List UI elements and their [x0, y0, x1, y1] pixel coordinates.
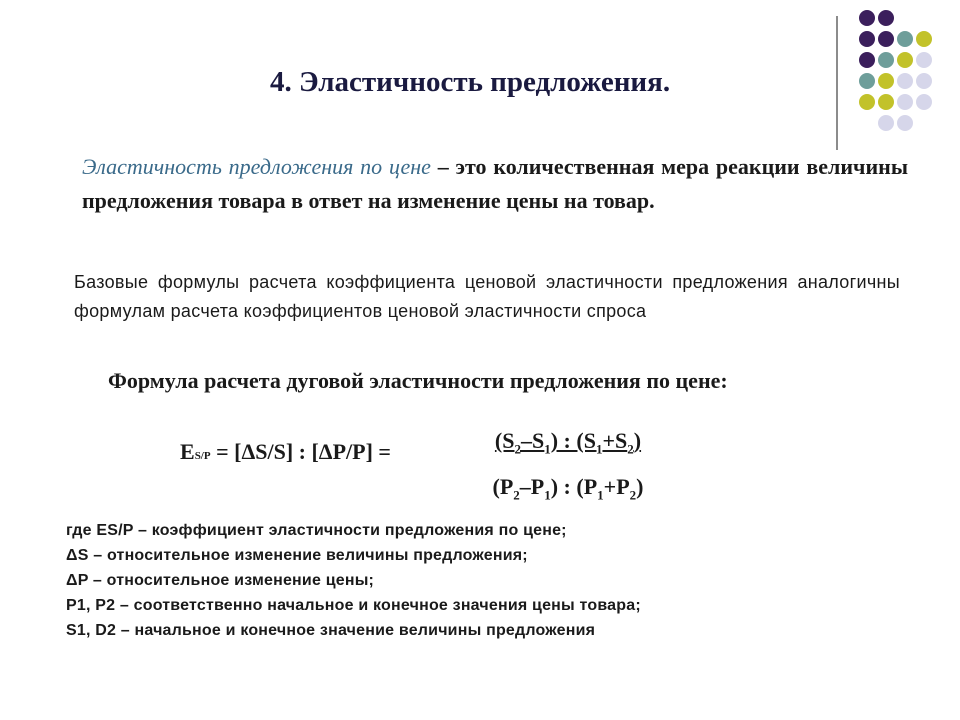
decorative-dot: [897, 94, 913, 110]
legend-line: ΔP – относительное изменение цены;: [66, 572, 375, 589]
formula-denominator: $(P_2-P_1)$ : $(P_1+P_2)$: [492, 474, 644, 503]
decorative-dot: [878, 94, 894, 110]
decorative-dot: [897, 115, 913, 131]
decorative-dot: [878, 73, 894, 89]
decorative-dot: [859, 10, 875, 26]
formula-e-subscript: S/P: [194, 450, 211, 462]
decorative-dot: [859, 31, 875, 47]
formula-left-side: [180, 439, 391, 465]
decorative-dot-grid: [848, 10, 958, 160]
formula-numerator: $(S_2-S_1)$ : $(S_1+S_2)$: [494, 428, 642, 457]
formula-title: Формула расчета дуговой эластичности предложения по цене:: [108, 368, 728, 393]
decorative-divider-line: [836, 16, 838, 150]
formula-e: E: [180, 439, 195, 464]
decorative-dot: [916, 31, 932, 47]
decorative-dot: [859, 52, 875, 68]
decorative-dot: [897, 73, 913, 89]
definition-term: Эластичность предложения по цене: [82, 154, 431, 179]
formula-fraction: [468, 425, 668, 503]
decorative-dot: [878, 31, 894, 47]
decorative-dot: [878, 115, 894, 131]
decorative-dot: [859, 94, 875, 110]
formula-legend: [66, 518, 866, 643]
legend-line: где ES/P – коэффициент эластичности предложения по цене;: [66, 522, 567, 539]
decorative-dot: [897, 31, 913, 47]
decorative-dot: [916, 73, 932, 89]
definition-text: – это количественная мера реакции величины предложения товара в ответ на изменение цены на товар.: [82, 154, 908, 213]
definition-paragraph: [82, 150, 908, 218]
slide-title: 4. Эластичность предложения.: [270, 66, 671, 98]
arc-elasticity-formula: [180, 425, 700, 510]
decorative-dot: [859, 73, 875, 89]
decorative-dot: [878, 52, 894, 68]
base-formulas-paragraph: Базовые формулы расчета коэффициента ценовой эластичности предложения аналогичны формулам расчета коэффициентов ценовой эластичности спроса: [74, 272, 900, 321]
legend-line: S1, D2 – начальное и конечное значение величины предложения: [66, 622, 596, 639]
decorative-dot: [897, 52, 913, 68]
legend-line: ΔS – относительное изменение величины предложения;: [66, 547, 528, 564]
decorative-dot: [916, 52, 932, 68]
legend-line: P1, P2 – соответственно начальное и конечное значения цены товара;: [66, 597, 641, 614]
formula-ratio: = [ΔS/S] : [ΔP/P] =: [210, 439, 391, 464]
decorative-dot: [916, 94, 932, 110]
decorative-dot: [878, 10, 894, 26]
